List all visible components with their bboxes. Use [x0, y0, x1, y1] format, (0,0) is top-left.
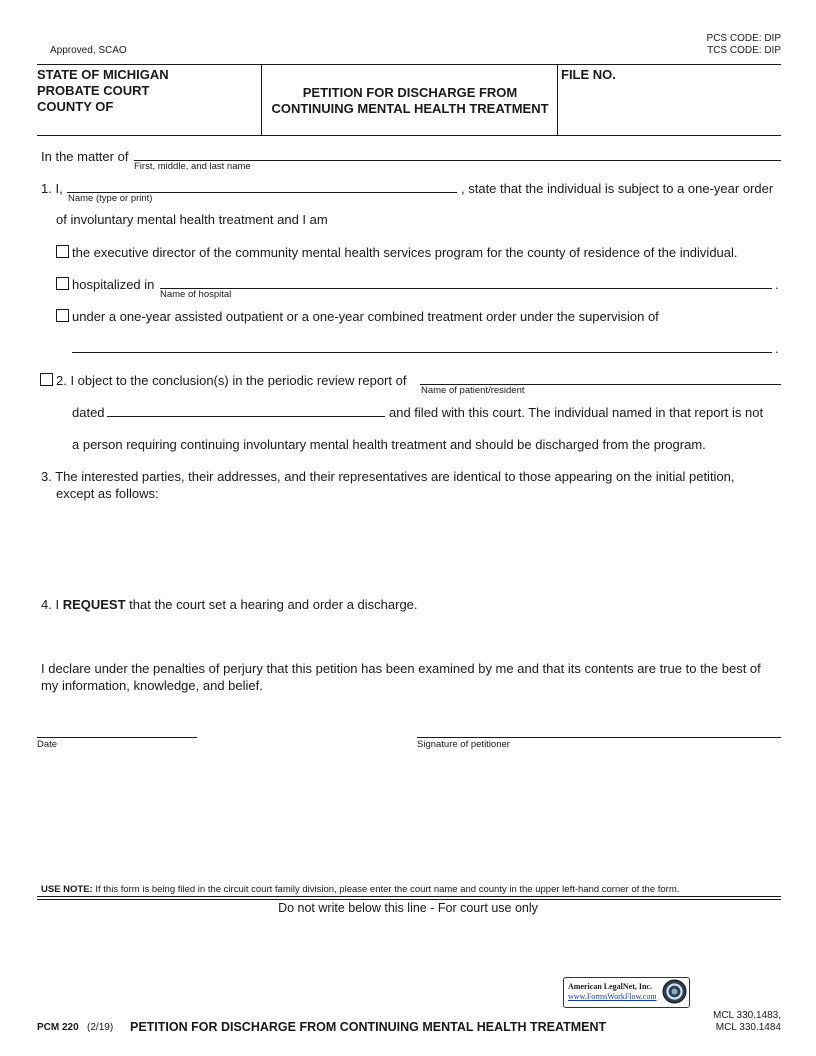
item2-dated-label: dated: [72, 405, 105, 420]
item2-text: 2. I object to the conclusion(s) in the periodic review report of: [56, 373, 407, 388]
supervisor-period: .: [775, 341, 779, 356]
court-county: COUNTY OF: [37, 99, 114, 114]
use-note: [41, 884, 679, 895]
option-executive-director-checkbox[interactable]: [56, 245, 69, 258]
option-hospitalized-checkbox[interactable]: [56, 277, 69, 290]
item1-prefix: 1. I,: [41, 181, 63, 196]
item2-line3: a person requiring continuing involuntary mental health treatment and should be discharged from the program.: [72, 437, 706, 452]
item1-line2: of involuntary mental health treatment and I am: [56, 212, 328, 227]
hospital-period: .: [775, 277, 779, 292]
item4-request: [41, 597, 418, 612]
footer-mcl1: MCL 330.1483,: [712, 1010, 781, 1021]
footer-form-id: PCM 220: [37, 1022, 79, 1033]
court-use-notice: Do not write below this line - For court use only: [278, 901, 538, 915]
item4-rest: that the court set a hearing and order a discharge.: [129, 597, 418, 612]
footer-form-id-block: [37, 1022, 113, 1033]
globe-emblem-icon: [662, 979, 687, 1004]
option-outpatient-checkbox[interactable]: [56, 309, 69, 322]
form-title: [262, 85, 558, 116]
logo-url[interactable]: www.FormsWorkFlow.com: [568, 992, 657, 1001]
tcs-code: TCS CODE: DIP: [707, 45, 781, 56]
court-state: STATE OF MICHIGAN: [37, 67, 169, 82]
matter-label: In the matter of: [41, 149, 129, 164]
footer-title: PETITION FOR DISCHARGE FROM CONTINUING MENTAL HEALTH TREATMENT: [130, 1020, 607, 1034]
logo-company: American LegalNet, Inc.: [568, 982, 652, 991]
court-type: PROBATE COURT: [37, 83, 150, 98]
declaration-line1: I declare under the penalties of perjury that this petition has been examined by me and that its contents are true to the best of: [41, 661, 761, 676]
item2-filed-text: and filed with this court. The individual named in that report is not: [389, 405, 764, 420]
item4-prefix: 4. I: [41, 597, 60, 612]
petitioner-name-caption: Name (type or print): [68, 193, 153, 204]
date-caption: Date: [37, 739, 58, 750]
footer-revision: (2/19): [87, 1022, 114, 1033]
court-use-rule-bottom: [37, 899, 781, 900]
patient-name-caption: Name of patient/resident: [421, 385, 525, 396]
matter-name-caption: First, middle, and last name: [134, 161, 251, 172]
file-no-label: FILE NO.: [561, 67, 616, 82]
report-date-field[interactable]: [107, 416, 385, 417]
date-field[interactable]: [37, 737, 197, 738]
option-hospitalized-text: hospitalized in: [72, 277, 155, 292]
american-legalnet-logo[interactable]: [563, 977, 690, 1008]
item3-line1: 3. The interested parties, their addresses, and their representatives are identical to those appearing on the initial petition,: [41, 469, 735, 484]
signature-caption: Signature of petitioner: [417, 739, 510, 750]
item4-bold: REQUEST: [62, 597, 126, 612]
option-outpatient-text: under a one-year assisted outpatient or a one-year combined treatment order under the supervision of: [72, 309, 659, 324]
supervisor-field[interactable]: [72, 352, 772, 353]
court-name-block: [37, 67, 169, 114]
use-note-text: If this form is being filed in the circuit court family division, please enter the court name and county in the upper left-hand corner of the form.: [95, 884, 680, 895]
item3-line2: except as follows:: [56, 486, 159, 501]
option-executive-director-text: the executive director of the community mental health services program for the county of residence of the individual.: [72, 245, 738, 260]
pcs-code: PCS CODE: DIP: [706, 33, 781, 44]
form-title-line1: PETITION FOR DISCHARGE FROM: [302, 85, 518, 100]
signature-field[interactable]: [417, 737, 781, 738]
use-note-label: USE NOTE:: [41, 884, 93, 895]
approval-note: Approved, SCAO: [50, 45, 127, 56]
header-top-rule: [37, 64, 781, 65]
court-use-rule-top: [37, 896, 781, 897]
hospital-name-caption: Name of hospital: [160, 289, 232, 300]
form-title-line2: CONTINUING MENTAL HEALTH TREATMENT: [271, 101, 549, 116]
header-bottom-rule: [37, 135, 781, 136]
declaration-line2: my information, knowledge, and belief.: [41, 678, 263, 693]
item1-suffix: , state that the individual is subject to a one-year order: [461, 181, 774, 196]
hospital-name-field[interactable]: [160, 288, 772, 289]
footer-mcl2: MCL 330.1484: [715, 1022, 781, 1033]
item2-checkbox[interactable]: [40, 373, 53, 386]
